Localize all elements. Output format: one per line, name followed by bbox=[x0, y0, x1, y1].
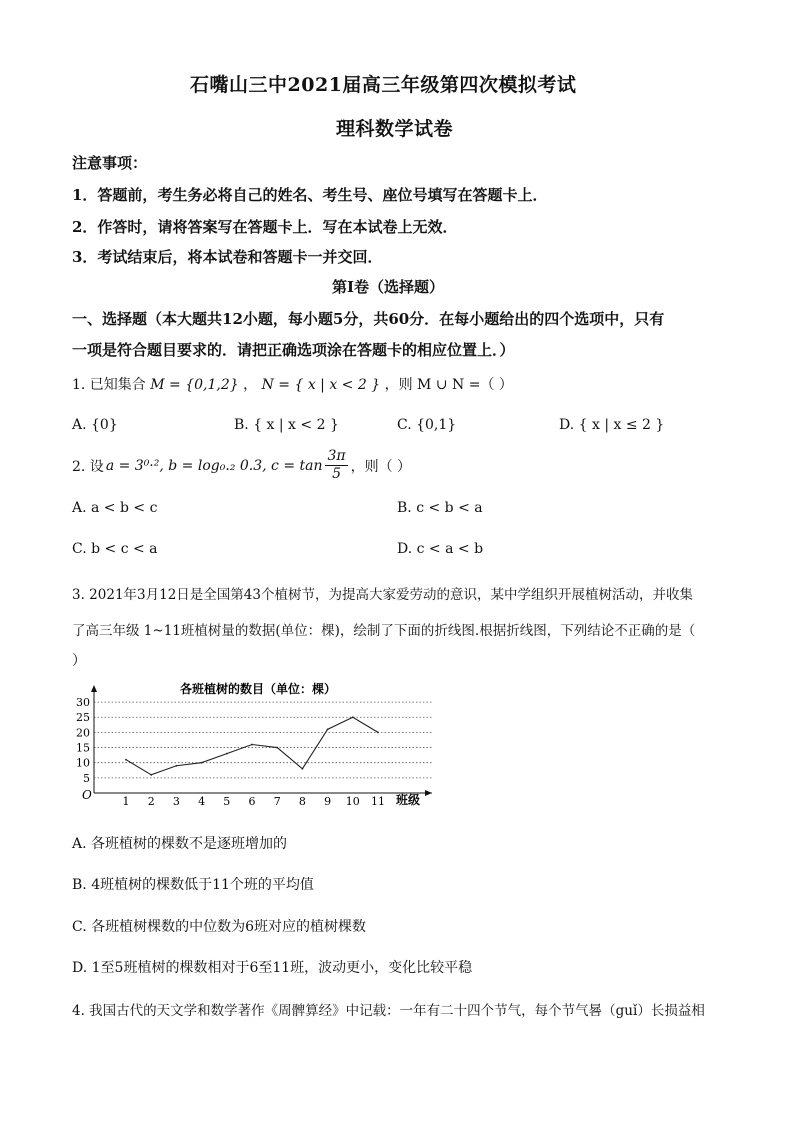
x-tick-label-2: 2 bbox=[147, 795, 155, 808]
data-point-5 bbox=[226, 753, 228, 755]
y-tick-label-5: 5 bbox=[83, 771, 90, 785]
q2-option-b: B. c < b < a bbox=[397, 500, 483, 516]
q1-option-a: A. {0} bbox=[72, 417, 118, 433]
notice-item-2: 2．作答时，请将答案写在答题卡上．写在本试卷上无效． bbox=[72, 218, 458, 236]
q3-option-b: B. 4班植树的棵数低于11个班的平均值 bbox=[72, 877, 314, 893]
tree-planting-line-chart bbox=[70, 678, 450, 812]
chart-axes bbox=[91, 685, 432, 796]
q4-stem-line1: 4. 我国古代的天文学和数学著作《周髀算经》中记载：一年有二十四个节气，每个节气晷（guǐ）长损益相 bbox=[72, 1003, 705, 1019]
y-tick-label-10: 10 bbox=[76, 756, 90, 770]
q2-fraction-denominator: 5 bbox=[332, 466, 341, 482]
notice-item-3: 3．考试结束后，将本试卷和答题卡一并交回． bbox=[72, 248, 383, 266]
q1-option-b: B. { x | x < 2 } bbox=[234, 417, 339, 433]
data-point-1 bbox=[125, 759, 127, 761]
x-tick-label-6: 6 bbox=[248, 795, 256, 808]
data-point-6 bbox=[251, 744, 253, 746]
q3-option-c: C. 各班植树棵数的中位数为6班对应的植树棵数 bbox=[72, 919, 367, 935]
q2-fraction bbox=[325, 448, 347, 483]
chart-x-axis-label: 班级 bbox=[396, 793, 421, 807]
q1-option-c: C. {0,1} bbox=[397, 417, 457, 433]
data-point-8 bbox=[302, 768, 304, 770]
data-point-10 bbox=[352, 716, 354, 718]
x-tick-label-4: 4 bbox=[198, 795, 206, 808]
notice-item-1: 1．答题前，考生务必将自己的姓名、考生号、座位号填写在答题卡上． bbox=[72, 186, 548, 204]
chart-origin-label: O bbox=[82, 788, 92, 802]
q2-expression: a = 3⁰·², b = log₀.₂ 0.3, c = tan bbox=[105, 457, 323, 474]
chart-series bbox=[125, 716, 379, 775]
data-point-9 bbox=[327, 728, 329, 730]
y-tick-label-15: 15 bbox=[76, 741, 90, 755]
chart-grid bbox=[94, 702, 432, 778]
q2-stem-prefix: 2. 设 bbox=[72, 458, 104, 475]
x-tick-label-7: 7 bbox=[273, 795, 281, 808]
x-axis-arrow bbox=[425, 790, 432, 796]
x-tick-label-11: 11 bbox=[371, 795, 385, 808]
q2-option-c: C. b < c < a bbox=[72, 541, 158, 557]
q2-fraction-numerator: 3π bbox=[327, 448, 346, 464]
q2-option-d: D. c < a < b bbox=[397, 541, 484, 557]
y-tick-label-20: 20 bbox=[76, 726, 90, 740]
q1-set-m: M = {0,1,2} bbox=[150, 377, 239, 393]
x-tick-label-8: 8 bbox=[298, 795, 306, 808]
x-tick-label-5: 5 bbox=[223, 795, 231, 808]
q2-stem bbox=[72, 448, 411, 483]
data-point-11 bbox=[377, 731, 379, 733]
part-title: 第I卷（选择题） bbox=[332, 278, 445, 296]
y-tick-label-25: 25 bbox=[76, 711, 90, 725]
x-tick-label-9: 9 bbox=[324, 795, 332, 808]
q3-stem-line3: ） bbox=[72, 653, 86, 669]
q1-stem: 1. 已知集合 M = {0,1,2} ， N = { x | x < 2 } ，则 M ∪ N =（ ） bbox=[72, 377, 513, 393]
y-axis-arrow bbox=[91, 685, 97, 692]
q2-stem-suffix: ，则（ ） bbox=[350, 458, 412, 475]
x-tick-label-1: 1 bbox=[122, 795, 130, 808]
q3-option-a: A. 各班植树的棵数不是逐班增加的 bbox=[72, 836, 288, 852]
data-point-4 bbox=[201, 762, 203, 764]
q1-option-d: D. { x | x ≤ 2 } bbox=[559, 417, 665, 433]
q1-stem-prefix: 1. 已知集合 bbox=[72, 377, 146, 393]
data-point-2 bbox=[150, 774, 152, 776]
section-instructions-line1: 一、选择题（本大题共12小题，每小题5分，共60分．在每小题给出的四个选项中，只有 bbox=[72, 310, 665, 328]
data-point-7 bbox=[276, 747, 278, 749]
y-tick-label-30: 30 bbox=[76, 696, 90, 710]
series-line bbox=[126, 717, 378, 775]
x-tick-label-3: 3 bbox=[172, 795, 180, 808]
q1-set-n: N = { x | x < 2 } bbox=[261, 377, 381, 393]
exam-title: 石嘴山三中2021届高三年级第四次模拟考试 bbox=[190, 74, 577, 96]
section-instructions-line2: 一项是符合题目要求的．请把正确选项涂在答题卡的相应位置上．） bbox=[72, 341, 515, 359]
q3-stem-line2: 了高三年级 1~11班植树量的数据(单位：棵)，绘制了下面的折线图.根据折线图，下列结论不正确的是（ bbox=[72, 623, 696, 639]
notice-heading: 注意事项： bbox=[72, 154, 148, 172]
x-tick-label-10: 10 bbox=[345, 795, 360, 808]
exam-subtitle: 理科数学试卷 bbox=[336, 118, 454, 140]
data-point-3 bbox=[176, 765, 178, 767]
q3-stem-line1: 3. 2021年3月12日是全国第43个植树节，为提高大家爱劳动的意识，某中学组织开展植树活动，并收集 bbox=[72, 587, 693, 603]
q2-option-a: A. a < b < c bbox=[72, 500, 158, 516]
q1-stem-suffix: ，则 M ∪ N =（ ） bbox=[384, 377, 513, 393]
chart-title: 各班植树的数目（单位：棵） bbox=[179, 682, 337, 696]
q3-option-d: D. 1至5班植树的棵数相对于6至11班，波动更小，变化比较平稳 bbox=[72, 960, 473, 976]
